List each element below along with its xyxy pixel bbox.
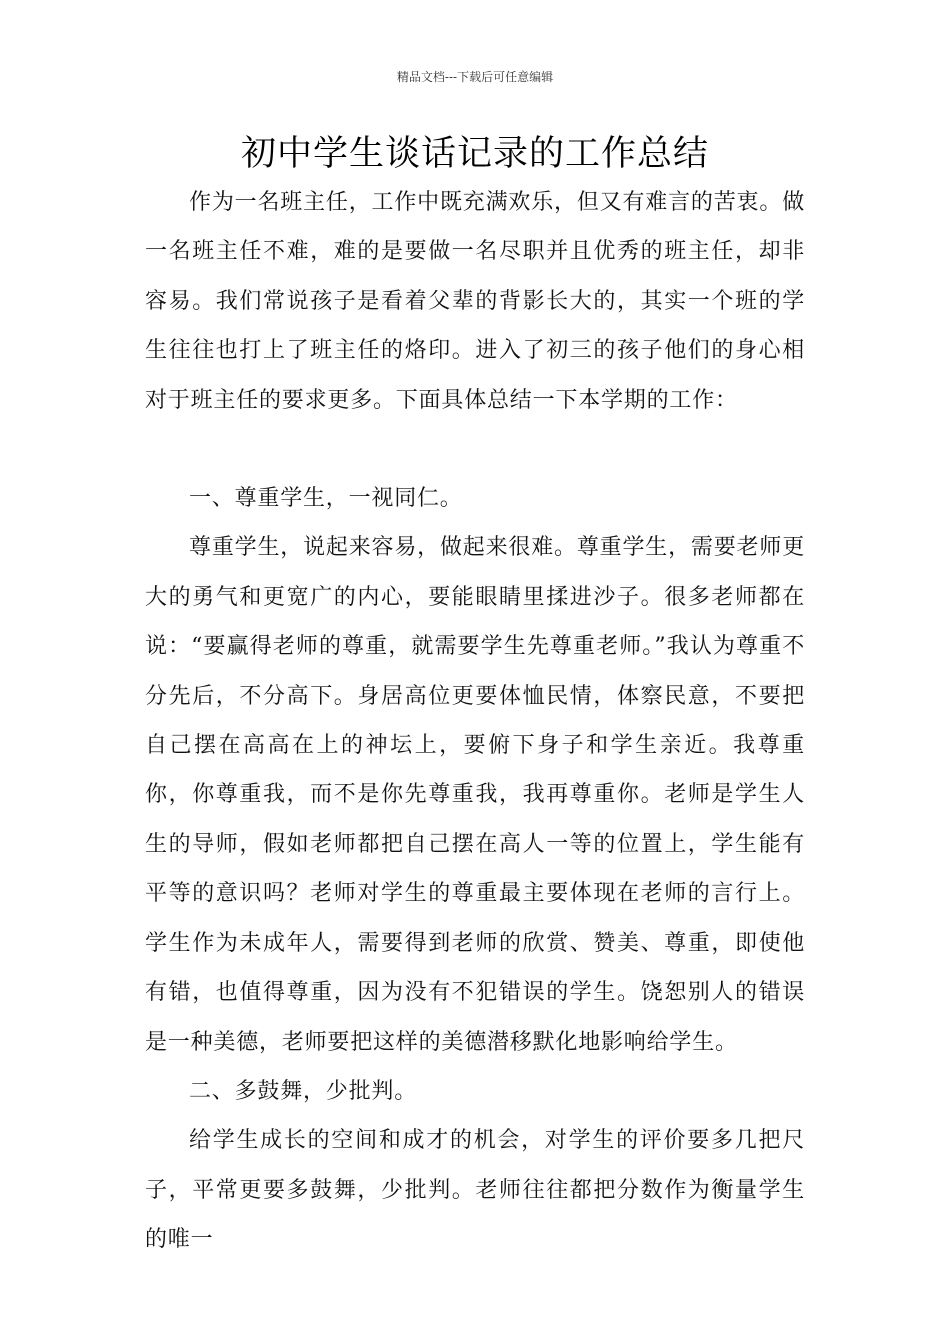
intro-paragraph: 作为一名班主任，工作中既充满欢乐，但又有难言的苦衷。做一名班主任不难，难的是要做一名尽职并且优秀的班主任，却非容易。我们常说孩子是看着父辈的背影长大的，其实一个班的学生往往也打上了班主任的烙印。进入了初三的孩子他们的身心相对于班主任的要求更多。下面具体总结一下本学期的工作： xyxy=(145,190,805,413)
section-heading-1: 一、尊重学生，一视同仁。 xyxy=(189,486,463,512)
page-header-note: 精品文档---下载后可任意编辑 xyxy=(396,70,554,84)
paragraph-spacer xyxy=(145,425,805,474)
section-heading-2: 二、多鼓舞，少批判。 xyxy=(189,1078,418,1104)
section-paragraph-1: 尊重学生，说起来容易，做起来很难。尊重学生，需要老师更大的勇气和更宽广的内心，要能眼睛里揉进沙子。很多老师都在说：“要赢得老师的尊重，就需要学生先尊重老师。”我认为尊重不分先后，不分高下。身居高位更要体恤民情，体察民意，不要把自己摆在高高在上的神坛上，要俯下身子和学生亲近。我尊重你，你尊重我，而不是你先尊重我，我再尊重你。老师是学生人生的导师，假如老师都把自己摆在高人一等的位置上，学生能有平等的意识吗？老师对学生的尊重最主要体现在老师的言行上。学生作为未成年人，需要得到老师的欣赏、赞美、尊重，即使他有错，也值得尊重，因为没有不犯错误的学生。饶恕别人的错误是一种美德，老师要把这样的美德潜移默化地影响给学生。 xyxy=(145,535,805,1055)
document-title: 初中学生谈话记录的工作总结 xyxy=(240,134,709,174)
section-paragraph-2: 给学生成长的空间和成才的机会，对学生的评价要多几把尺子，平常更要多鼓舞，少批判。老师往往都把分数作为衡量学生的唯一 xyxy=(145,1128,805,1253)
document-body xyxy=(145,178,805,1265)
